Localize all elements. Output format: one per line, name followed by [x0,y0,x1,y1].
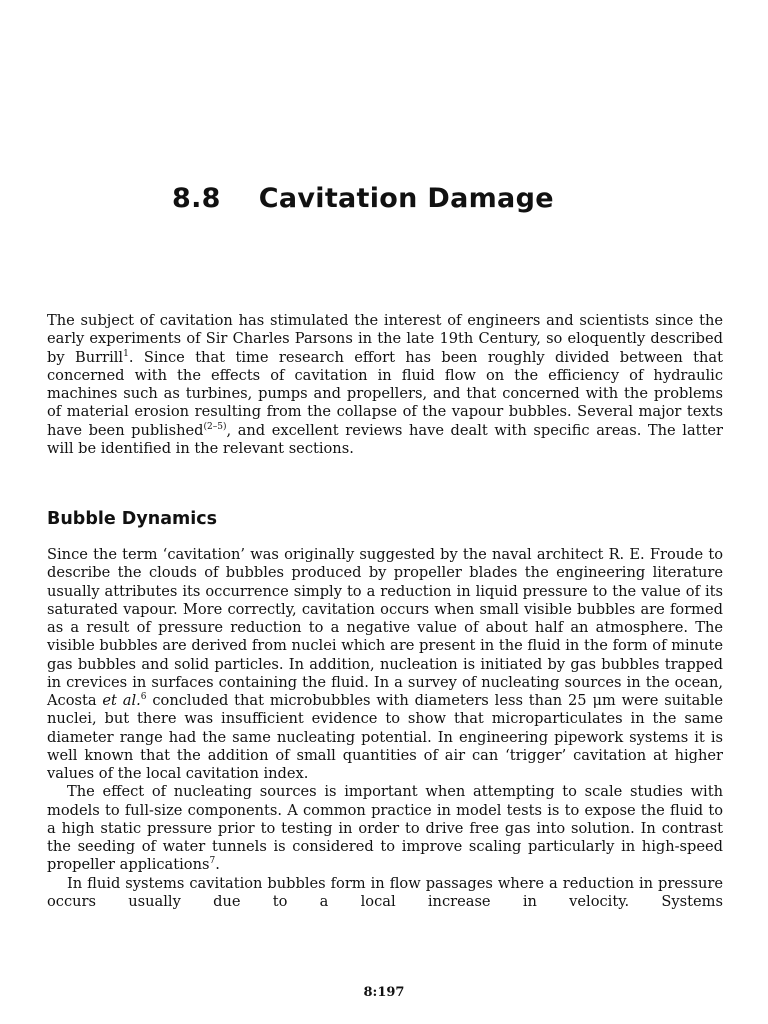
intro-paragraph-block [47,312,723,458]
intro-paragraph [47,312,723,458]
paragraph-1-text-a: Since the term ‘cavitation’ was originally suggested by the naval architect R. E. Froude to describe the clouds of bubbles produced by propeller blades the engineering literature usually attributes its occurrence simply to a reduction in liquid pressure to the value of its saturated vapour. More correctly, cavitation occurs when small visible bubbles are formed as a result of pressure reduction to a negative value of about half an atmosphere. The visible bubbles are derived from nuclei which are present in the fluid in the form of minute gas bubbles and solid particles. In addition, nucleation is initiated by gas bubbles trapped in crevices in surfaces containing the fluid. In a survey of nucleating sources in the ocean, Acosta [47,546,723,709]
paragraph-3 [47,875,723,912]
et-al-italic: et al. [102,692,141,709]
reference-marker: 6 [140,692,147,702]
paragraph-2 [47,783,723,874]
section-title-text: Cavitation Damage [258,183,554,214]
intro-text-part3: , and excellent reviews have dealt with specific areas. The latter will be identified in the relevant sections. [47,421,724,457]
paragraph-2-end: . [215,856,220,874]
paragraph-1 [47,546,723,783]
paragraph-1-text-b: concluded that microbubbles with diameters less than 25 μm were suitable nuclei, but there was insufficient evidence to show that microparticulates in the same diameter range had the same nucleating potential. In engineering pipework systems it is well known that the addition of small quantities of air can ‘trigger’ cavitation at higher values of the local cavitation index. [47,692,723,782]
page-number: 8:197 [363,985,405,1000]
reference-marker: 1 [123,348,129,359]
reference-marker: 7 [209,856,216,867]
intro-text-part2: . Since that time research effort has been roughly divided between that concerned with the effects of cavitation in fluid flow on the efficiency of hydraulic machines such as turbines, pumps and propellers, and that concerned with the problems of material erosion resulting from the collapse of the vapour bubbles. Several major texts have been published [47,348,723,439]
section-title [172,183,554,214]
paragraph-2-text: The effect of nucleating sources is important when attempting to scale studies with models to full-size components. A common practice in model tests is to expose the fluid to a high static pressure prior to testing in order to drive free gas into solution. In contrast the seeding of water tunnels is considered to improve scaling particularly in high-speed propeller applications [47,783,723,874]
bubble-dynamics-body [47,546,723,911]
intro-text-part1: The subject of cavitation has stimulated the interest of engineers and scientists since the early experiments of Sir Charles Parsons in the late 19th Century, so eloquently described by Burrill [47,312,723,366]
section-number: 8.8 [172,183,221,214]
reference-marker: (2–5) [203,421,227,432]
paragraph-3-text: In fluid systems cavitation bubbles form in flow passages where a reduction in pressure occurs usually due to a local increase in velocity. Systems [47,874,723,910]
subsection-heading: Bubble Dynamics [47,509,218,529]
